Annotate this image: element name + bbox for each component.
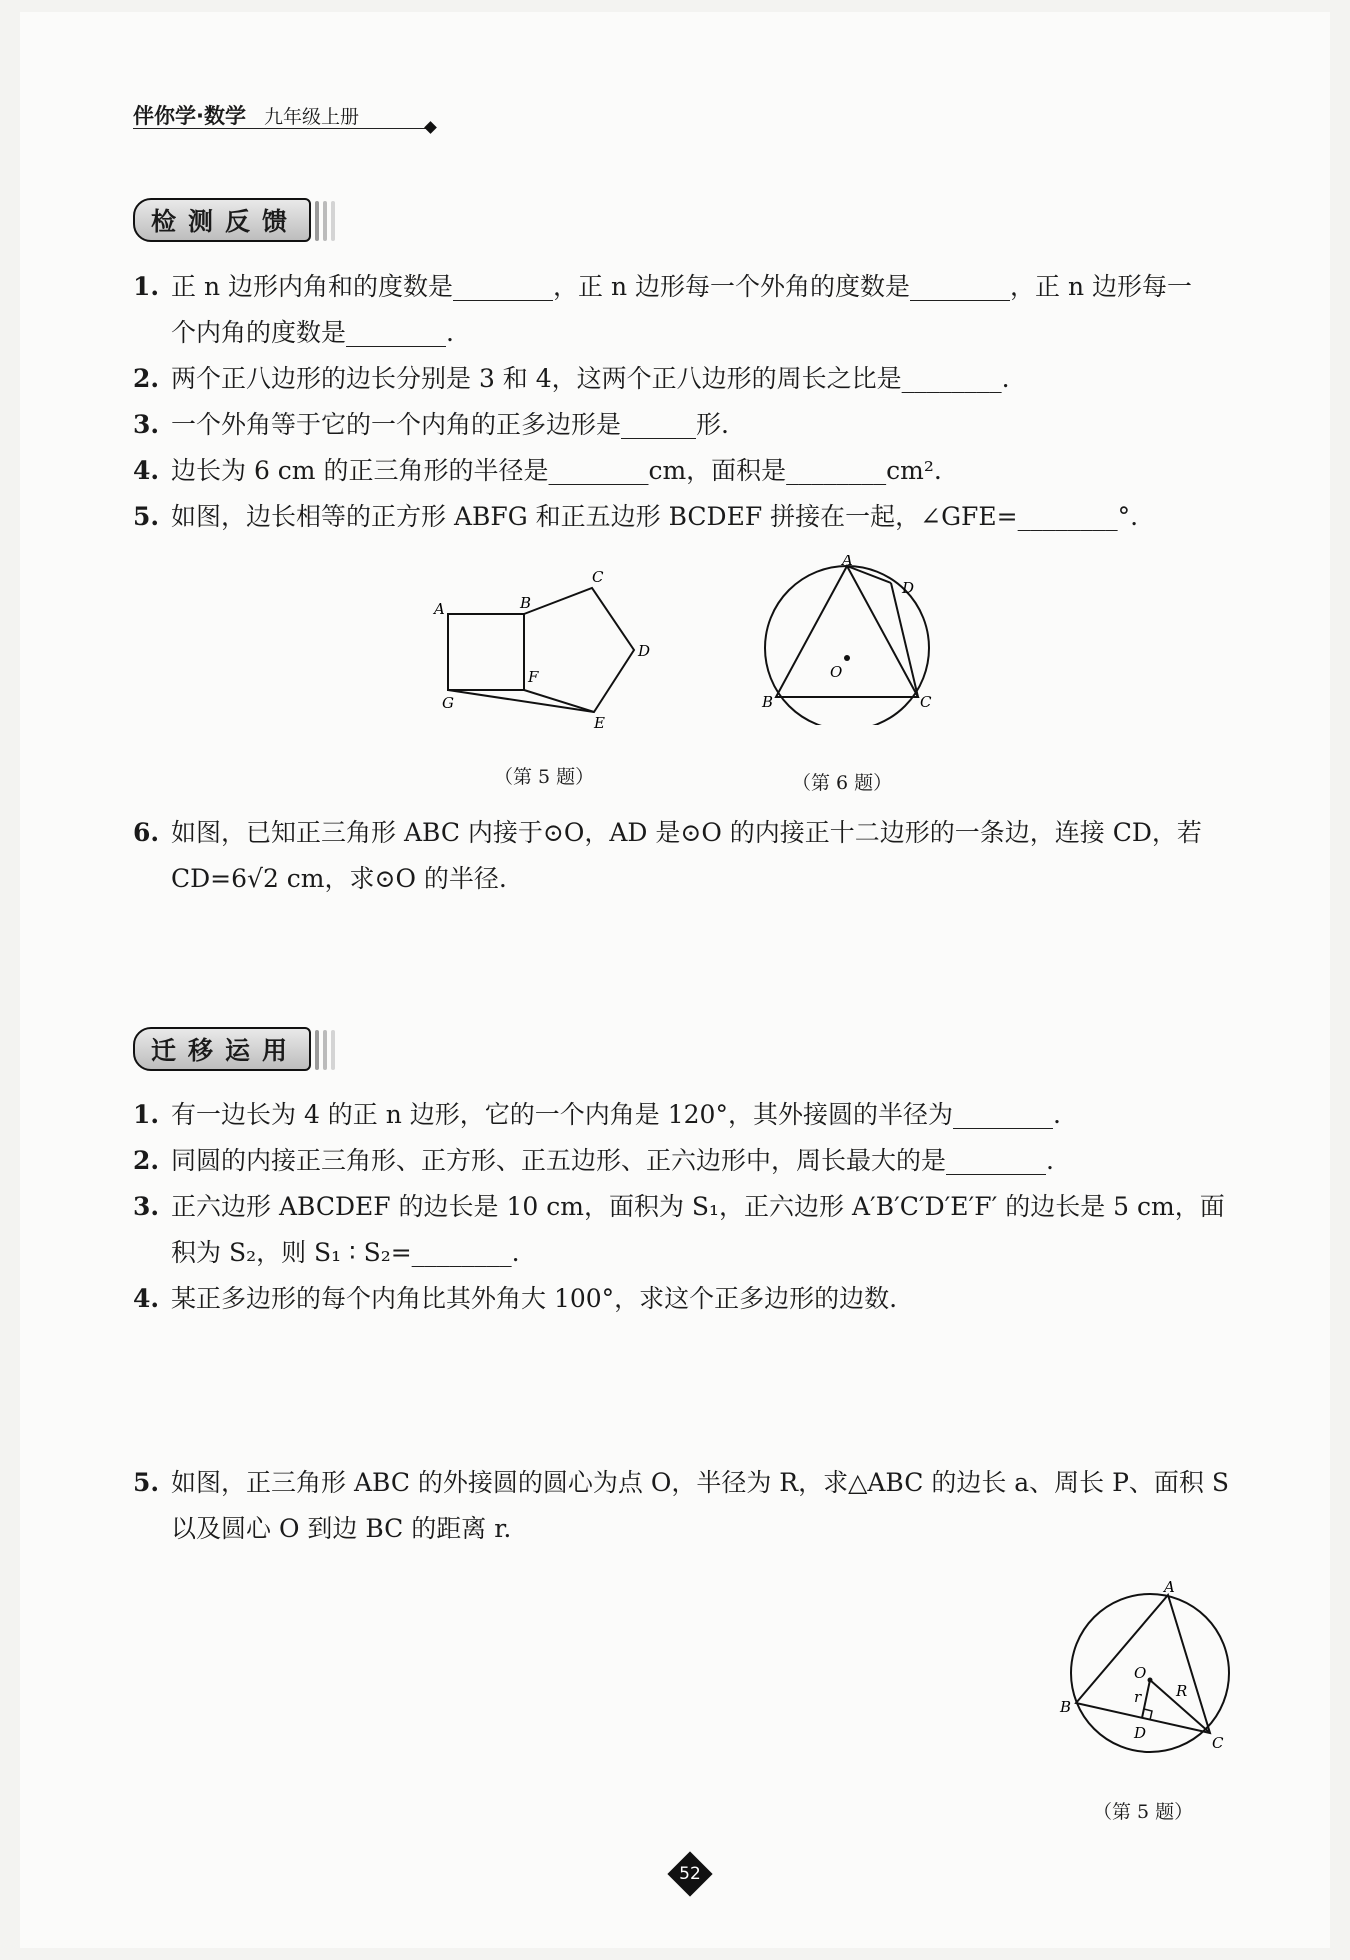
question-number: 1. bbox=[133, 1100, 160, 1129]
segment-ge bbox=[448, 690, 594, 712]
question-1-6 bbox=[133, 810, 1253, 902]
label-d: D bbox=[902, 579, 915, 597]
question-number: 4. bbox=[133, 1284, 160, 1313]
label-f: F bbox=[528, 668, 539, 686]
question-number: 2. bbox=[133, 1146, 160, 1175]
label-d: D bbox=[1134, 1724, 1147, 1742]
figure-caption: （第 6 题） bbox=[792, 772, 893, 794]
tag-stripe bbox=[331, 1030, 335, 1070]
label-c: C bbox=[1212, 1734, 1224, 1752]
question-1-3 bbox=[133, 402, 1253, 448]
label-r-small: r bbox=[1134, 1688, 1142, 1706]
question-number: 3. bbox=[133, 1192, 160, 1221]
tag-stripe bbox=[315, 201, 319, 241]
question-number: 5. bbox=[133, 1468, 160, 1497]
label-a: A bbox=[1164, 1578, 1175, 1596]
section-tag-application bbox=[133, 1027, 353, 1073]
label-a: A bbox=[842, 555, 853, 569]
book-header bbox=[133, 100, 359, 130]
tag-stripe bbox=[331, 201, 335, 241]
label-b: B bbox=[1060, 1698, 1072, 1716]
figure-inscribed-triangle bbox=[750, 555, 950, 725]
center-point bbox=[1148, 1678, 1153, 1683]
segment-od-r bbox=[1142, 1680, 1150, 1718]
question-number: 2. bbox=[133, 364, 160, 393]
figure-caption: （第 5 题） bbox=[1093, 1801, 1194, 1823]
question-1-5 bbox=[133, 494, 1253, 540]
figure-caption: （第 5 题） bbox=[494, 766, 595, 788]
question-text: 如图，正三角形 ABC 的外接圆的圆心为点 O，半径为 R，求△ABC 的边长 a、周长 P、面积 S bbox=[171, 1468, 1230, 1497]
book-grade: 九年级上册 bbox=[263, 106, 359, 128]
page-number bbox=[668, 1852, 712, 1896]
label-d: D bbox=[638, 642, 651, 660]
question-text-cont: 积为 S₂，则 S₁ ∶ S₂=________. bbox=[171, 1238, 520, 1267]
question-text: 正 n 边形内角和的度数是________，正 n 边形每一个外角的度数是________，正 n 边形每一 bbox=[171, 272, 1192, 301]
question-text: 两个正八边形的边长分别是 3 和 4，这两个正八边形的周长之比是________. bbox=[171, 364, 1010, 393]
question-text: 一个外角等于它的一个内角的正多边形是______形. bbox=[171, 410, 729, 439]
question-text: 有一边长为 4 的正 n 边形，它的一个内角是 120°，其外接圆的半径为________. bbox=[171, 1100, 1061, 1129]
question-1-4 bbox=[133, 448, 1253, 494]
question-number: 1. bbox=[133, 272, 160, 301]
section-title: 迁移运用 bbox=[133, 1027, 311, 1071]
question-text: 如图，边长相等的正方形 ABFG 和正五边形 BCDEF 拼接在一起，∠GFE=________°. bbox=[171, 502, 1139, 531]
question-text: 同圆的内接正三角形、正方形、正五边形、正六边形中，周长最大的是________. bbox=[171, 1146, 1054, 1175]
question-text-cont: 以及圆心 O 到边 BC 的距离 r. bbox=[171, 1514, 512, 1543]
question-2-3 bbox=[133, 1184, 1253, 1276]
question-number: 4. bbox=[133, 456, 160, 485]
label-b: B bbox=[520, 594, 532, 612]
question-text: 如图，已知正三角形 ABC 内接于⊙O，AD 是⊙O 的内接正十二边形的一条边，连接 CD，若 bbox=[171, 818, 1202, 847]
question-1-2 bbox=[133, 356, 1253, 402]
page-number-text: 52 bbox=[679, 1864, 701, 1884]
question-text-cont: 个内角的度数是________. bbox=[171, 318, 454, 347]
tag-stripe bbox=[323, 201, 327, 241]
label-o: O bbox=[1134, 1664, 1147, 1682]
label-a: A bbox=[434, 600, 445, 618]
label-b: B bbox=[762, 693, 774, 711]
section-title: 检测反馈 bbox=[133, 198, 311, 242]
question-1-1 bbox=[133, 264, 1253, 356]
question-text: 边长为 6 cm 的正三角形的半径是________cm，面积是________cm². bbox=[171, 456, 942, 485]
square-abfg bbox=[448, 614, 524, 690]
question-number: 3. bbox=[133, 410, 160, 439]
label-e: E bbox=[594, 714, 605, 732]
header-rule bbox=[133, 128, 429, 129]
question-2-2 bbox=[133, 1138, 1253, 1184]
book-brand: 伴你学·数学 bbox=[133, 104, 246, 128]
question-number: 5. bbox=[133, 502, 160, 531]
triangle-abc bbox=[776, 566, 918, 697]
label-c: C bbox=[920, 693, 932, 711]
label-r-big: R bbox=[1176, 1682, 1188, 1700]
label-c: C bbox=[592, 568, 604, 586]
tag-stripe bbox=[323, 1030, 327, 1070]
pentagon-bcdef bbox=[524, 588, 634, 712]
question-2-5 bbox=[133, 1460, 1253, 1552]
center-point bbox=[844, 655, 850, 661]
question-2-4 bbox=[133, 1276, 1253, 1322]
section-tag-feedback bbox=[133, 198, 353, 244]
question-text-cont: CD=6√2 cm，求⊙O 的半径. bbox=[171, 864, 507, 893]
question-text: 正六边形 ABCDEF 的边长是 10 cm，面积为 S₁，正六边形 A′B′C′D′E′F′ 的边长是 5 cm，面 bbox=[171, 1192, 1225, 1221]
figure-square-pentagon bbox=[420, 560, 670, 740]
question-text: 某正多边形的每个内角比其外角大 100°，求这个正多边形的边数. bbox=[171, 1284, 898, 1313]
tag-stripe bbox=[315, 1030, 319, 1070]
question-number: 6. bbox=[133, 818, 160, 847]
label-o: O bbox=[830, 663, 843, 681]
label-g: G bbox=[442, 694, 454, 712]
question-2-1 bbox=[133, 1092, 1253, 1138]
figure-circumscribed-triangle bbox=[1052, 1578, 1242, 1758]
